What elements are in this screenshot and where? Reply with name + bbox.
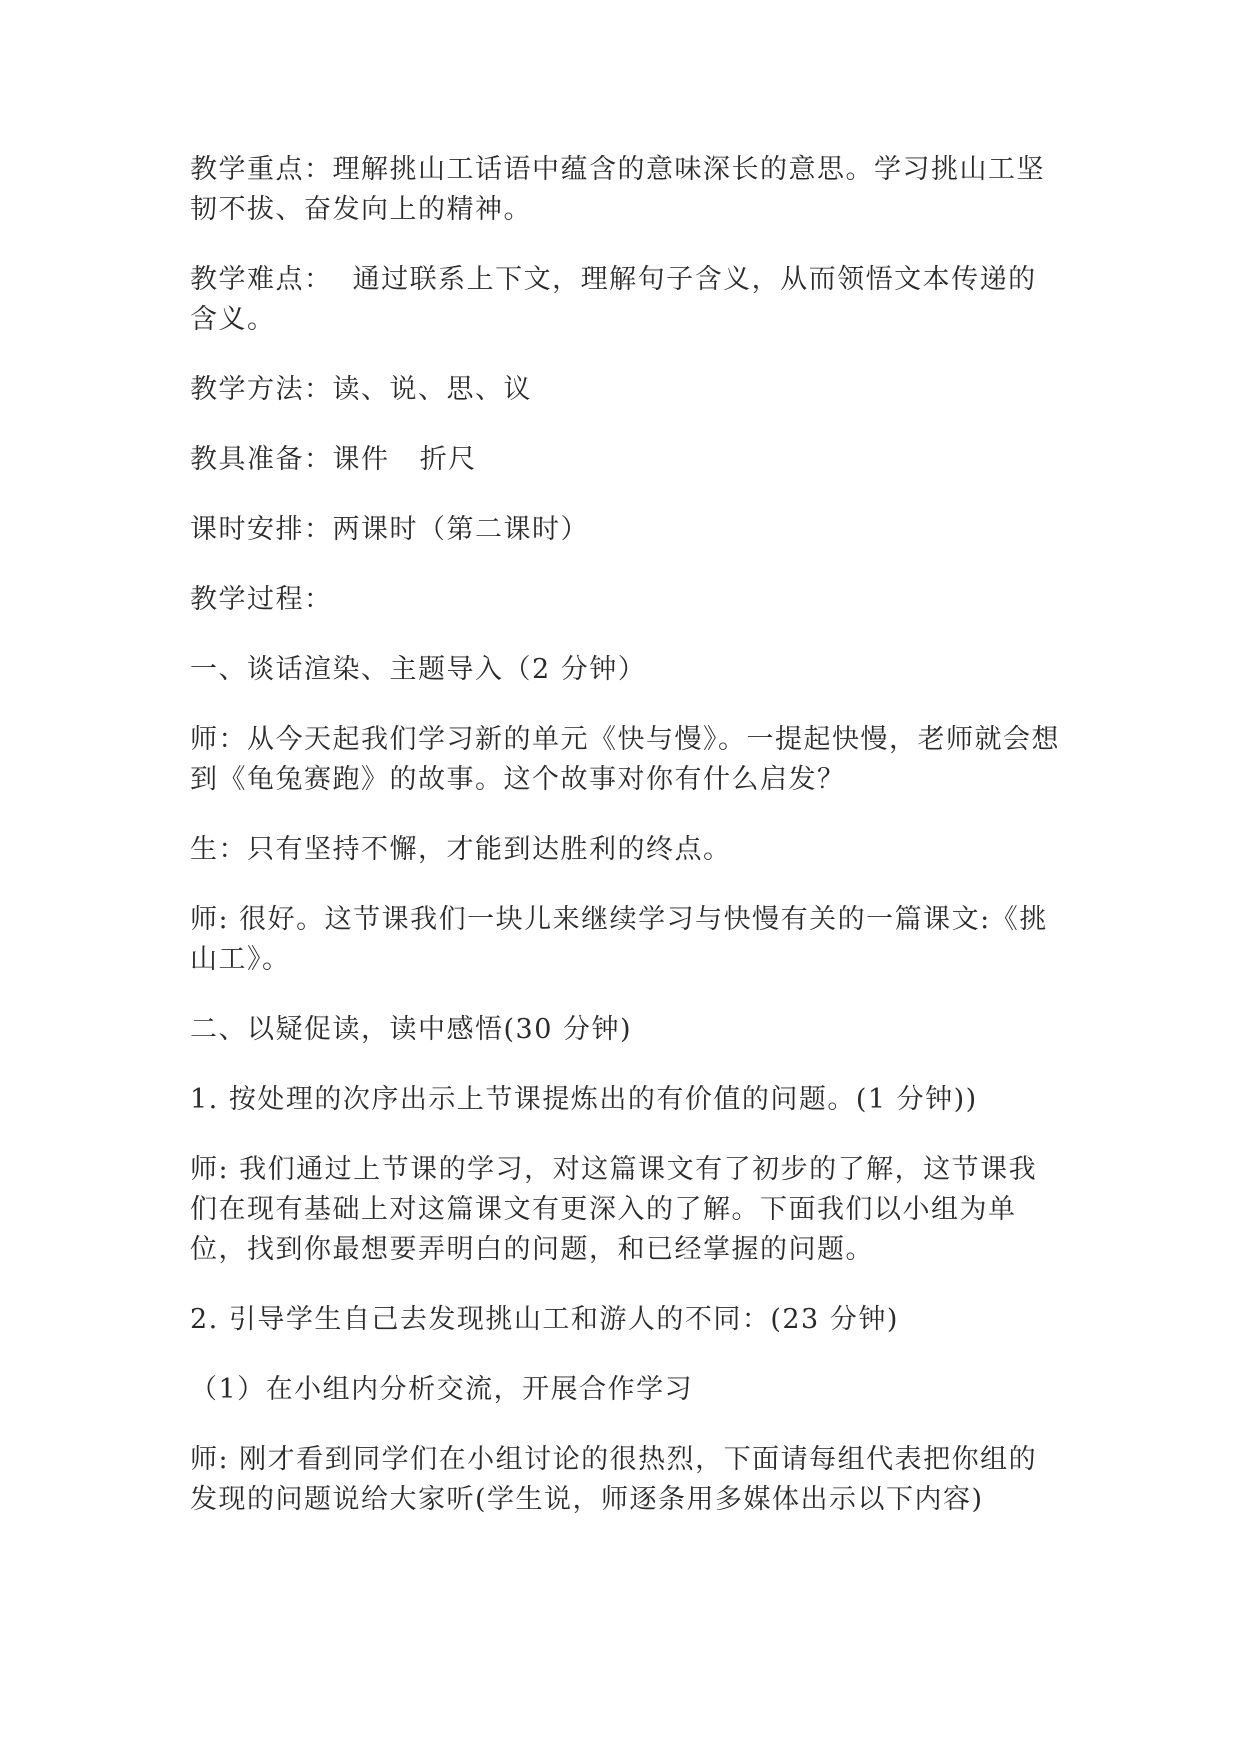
student-reply: 生：只有坚持不懈，才能到达胜利的终点。: [190, 834, 732, 865]
document-page: [190, 150, 1060, 1550]
step-two: 2. 引导学生自己去发现挑山工和游人的不同：(23 分钟): [190, 1304, 899, 1335]
section-one-heading: 一、谈话渲染、主题导入（2 分钟）: [190, 654, 647, 685]
teacher-group-task: 师: 我们通过上节课的学习，对这篇课文有了初步的了解，这节课我们在现有基础上对这篇课文有更深入的了解。下面我们以小组为单位，找到你最想要弄明白的问题，和已经掌握的问题。: [190, 1154, 1038, 1265]
step-one: 1. 按处理的次序出示上节课提炼出的有价值的问题。(1 分钟)): [190, 1084, 978, 1115]
teacher-discussion: 师: 刚才看到同学们在小组讨论的很热烈，下面请每组代表把你组的发现的问题说给大家听(学生说，师逐条用多媒体出示以下内容): [190, 1444, 1038, 1515]
teacher-intro: 师：从今天起我们学习新的单元《快与慢》。一提起快慢，老师就会想到《龟兔赛跑》的故事。这个故事对你有什么启发？: [190, 724, 1060, 795]
teaching-method: 教学方法：读、说、思、议: [190, 374, 532, 405]
teaching-difficulty: 教学难点： 通过联系上下文，理解句子含义，从而领悟文本传递的含义。: [190, 264, 1037, 335]
teacher-lesson-title: 师: 很好。这节课我们一块儿来继续学习与快慢有关的一篇课文:《挑山工》。: [190, 904, 1048, 975]
teaching-process-heading: 教学过程：: [190, 584, 333, 615]
teaching-aids: 教具准备：课件 折尺: [190, 444, 477, 475]
substep-one: （1）在小组内分析交流，开展合作学习: [190, 1374, 694, 1405]
class-schedule: 课时安排：两课时（第二课时）: [190, 514, 589, 545]
teaching-focus: 教学重点：理解挑山工话语中蕴含的意味深长的意思。学习挑山工坚韧不拔、奋发向上的精神。: [190, 154, 1045, 225]
section-two-heading: 二、以疑促读，读中感悟(30 分钟): [190, 1014, 633, 1045]
